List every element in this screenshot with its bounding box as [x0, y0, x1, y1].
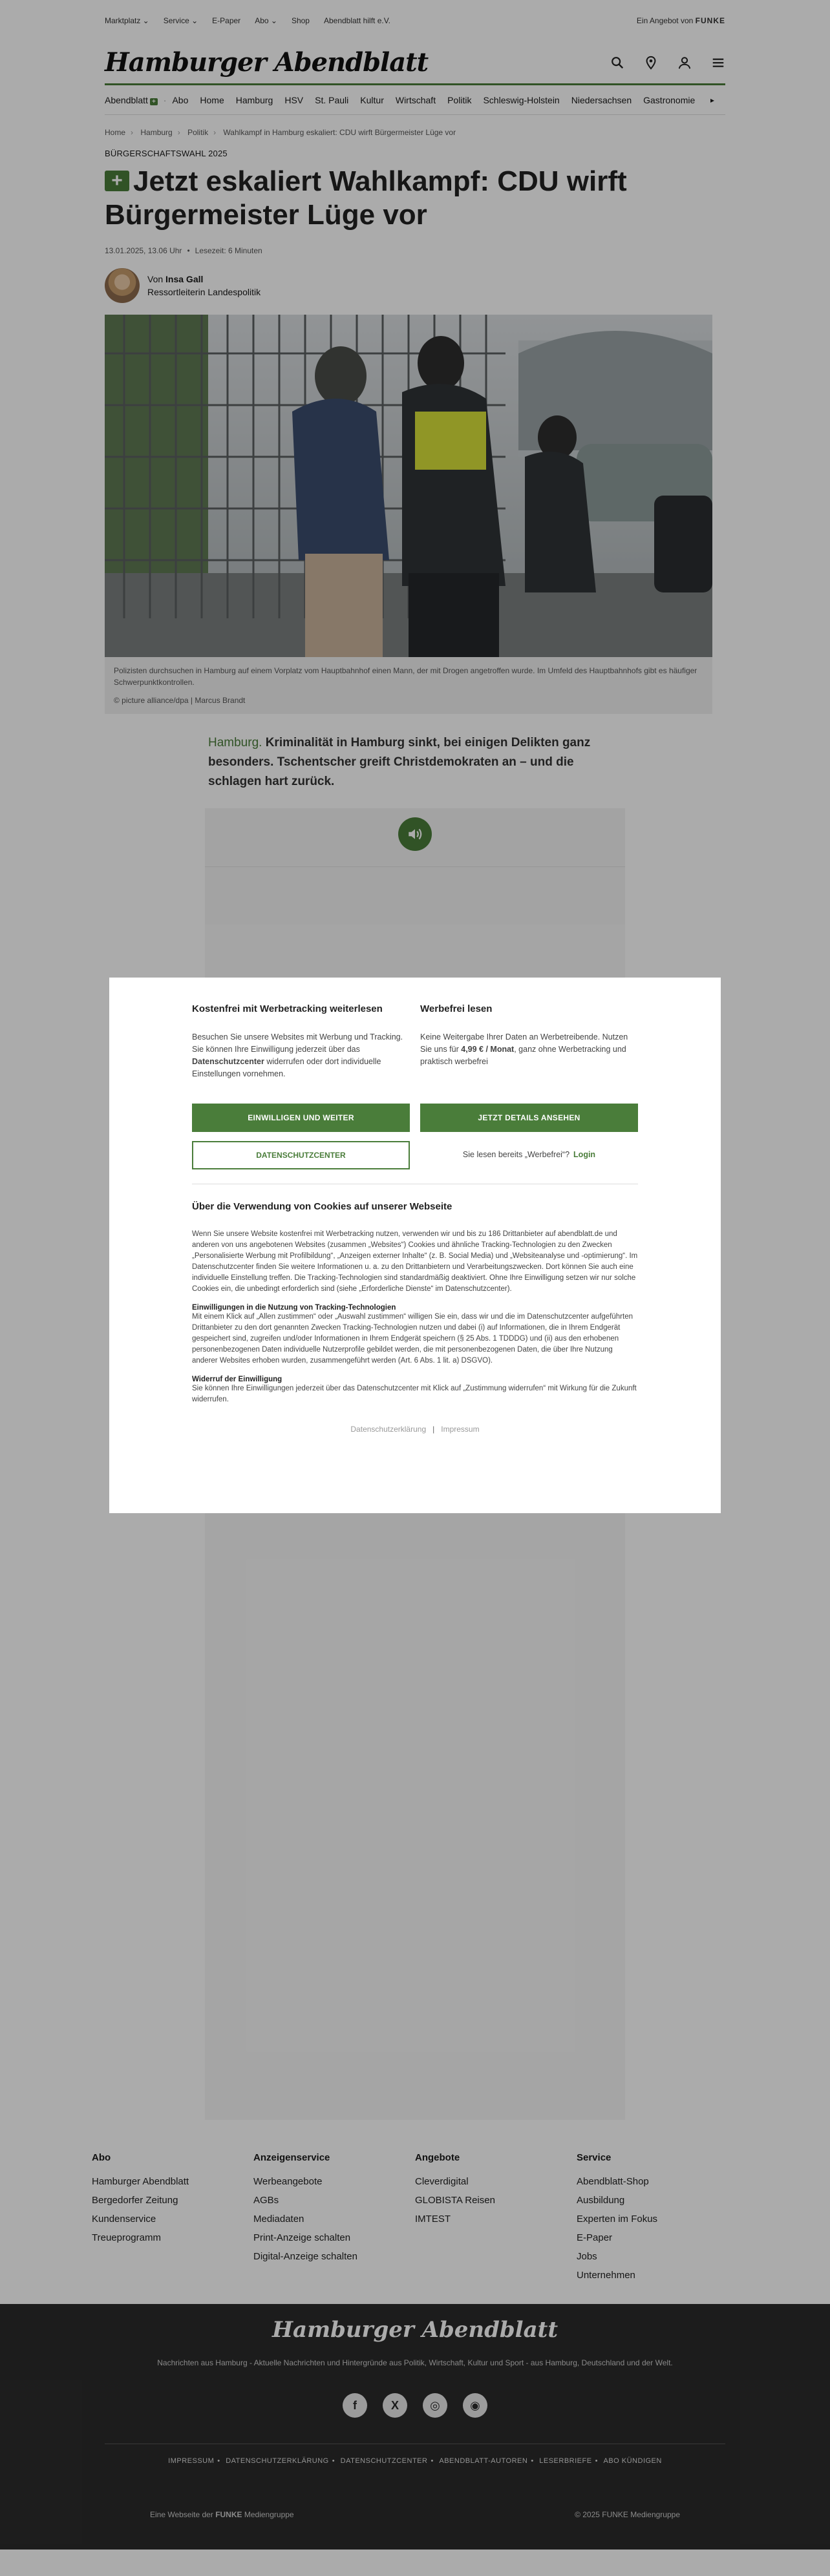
footer-heading: Service	[577, 2152, 612, 2163]
consent-dialog	[109, 978, 721, 1513]
nav-item-st-pauli[interactable]: St. Pauli	[315, 94, 349, 105]
utility-link-abo[interactable]: Abo ⌄	[255, 16, 277, 25]
footer-heading: Anzeigenservice	[253, 2152, 330, 2163]
privacy-policy-link[interactable]: Datenschutzerklärung	[350, 1425, 427, 1434]
utility-link-service[interactable]: Service ⌄	[163, 16, 198, 25]
privacy-center-button[interactable]: DATENSCHUTZCENTER	[192, 1141, 410, 1169]
footer-link[interactable]: IMTEST	[415, 2214, 451, 2225]
legal-link-datenschutzcenter[interactable]: DATENSCHUTZCENTER	[340, 2457, 428, 2465]
lead-location: Hamburg.	[208, 736, 262, 749]
nav-item-hamburg[interactable]: Hamburg	[235, 94, 273, 105]
footer-link[interactable]: Ausbildung	[577, 2195, 625, 2206]
tracking-consent-heading: Einwilligungen in die Nutzung von Tracking-Technologien	[192, 1304, 396, 1312]
breadcrumb-separator: ›	[213, 128, 217, 137]
footer-tagline: Nachrichten aus Hamburg - Aktuelle Nachrichten und Hintergründe aus Politik, Wirtschaft, Kultur und Sport - aus Hamburg, Deutschland und der Welt.	[157, 2358, 673, 2367]
footer-link[interactable]: Cleverdigital	[415, 2176, 469, 2187]
view-details-button[interactable]: JETZT DETAILS ANSEHEN	[420, 1104, 638, 1132]
imprint-link[interactable]: Impressum	[441, 1425, 480, 1434]
footer-link[interactable]: Digital-Anzeige schalten	[253, 2251, 357, 2262]
footer-link[interactable]: Jobs	[577, 2251, 597, 2262]
footer-logo[interactable]: Hamburger Abendblatt	[271, 2317, 559, 2343]
footer-link[interactable]: Unternehmen	[577, 2270, 635, 2281]
author-name[interactable]: Insa Gall	[165, 274, 204, 284]
meta-separator: •	[187, 246, 190, 255]
legal-link-datenschutzerklaerung[interactable]: DATENSCHUTZERKLÄRUNG	[226, 2457, 329, 2465]
nav-item-gastronomie[interactable]: Gastronomie	[643, 94, 696, 105]
breadcrumb-current: Wahlkampf in Hamburg eskaliert: CDU wirft Bürgermeister Lüge vor	[223, 128, 456, 137]
consent-tracking-text	[192, 1031, 410, 1080]
footer-owner-brand: FUNKE	[215, 2510, 242, 2519]
rss-icon[interactable]: ◉	[463, 2393, 487, 2418]
x-twitter-icon[interactable]: X	[383, 2393, 407, 2418]
image-credit: © picture alliance/dpa | Marcus Brandt	[114, 696, 246, 705]
legal-links: IMPRESSUM • DATENSCHUTZERKLÄRUNG • DATENSCHUTZCENTER • ABENDBLATT-AUTOREN • LESERBRIEFE • ABO KÜNDIGEN	[168, 2457, 662, 2465]
footer-link[interactable]: Hamburger Abendblatt	[92, 2176, 189, 2187]
cookie-usage-heading: Über die Verwendung von Cookies auf unserer Webseite	[192, 1201, 452, 1212]
breadcrumb-separator: ›	[177, 128, 180, 137]
consent-tracking-heading: Kostenfrei mit Werbetracking weiterlesen	[192, 1003, 383, 1014]
login-link[interactable]: Login	[573, 1150, 596, 1159]
legal-link-autoren[interactable]: ABENDBLATT-AUTOREN	[439, 2457, 528, 2465]
nav-item-label: Abendblatt	[105, 94, 148, 105]
footer-link[interactable]: Print-Anzeige schalten	[253, 2232, 351, 2243]
footer-link[interactable]: AGBs	[253, 2195, 279, 2206]
utility-link-epaper[interactable]: E-Paper	[212, 16, 241, 25]
breadcrumb-home[interactable]: Home	[105, 128, 126, 137]
instagram-icon[interactable]: ◎	[423, 2393, 447, 2418]
caption-text: Polizisten durchsuchen in Hamburg auf einem Vorplatz vom Hauptbahnhof einen Mann, der mit Drogen angetroffen wurde. Im Umfeld des Hauptbahnhofs gibt es häufiger Schwerpunktkontrollen.	[114, 666, 697, 687]
breadcrumb-politik[interactable]: Politik	[187, 128, 209, 137]
footer-heading: Abo	[92, 2152, 111, 2163]
utility-link-shop[interactable]: Shop	[291, 16, 310, 25]
author-role: Ressortleiterin Landespolitik	[147, 287, 261, 297]
legal-link-abo-kuendigen[interactable]: ABO KÜNDIGEN	[603, 2457, 662, 2465]
reading-time: Lesezeit: 6 Minuten	[195, 246, 262, 255]
facebook-icon[interactable]: f	[343, 2393, 367, 2418]
consent-adfree-text-2: , ganz ohne Werbetracking und praktisch werbefrei	[420, 1045, 626, 1066]
footer-link[interactable]: GLOBISTA Reisen	[415, 2195, 495, 2206]
author-prefix: Von	[147, 274, 164, 284]
footer-owner-suffix: Mediengruppe	[244, 2510, 294, 2519]
nav-item-abo[interactable]: Abo	[172, 94, 189, 105]
nav-item-politik[interactable]: Politik	[447, 94, 472, 105]
utility-link-marktplatz[interactable]: Marktplatz ⌄	[105, 16, 149, 25]
nav-scroll-right-icon[interactable]: ▸	[699, 85, 725, 115]
plus-badge: +	[150, 98, 158, 105]
footer-copyright: © 2025 FUNKE Mediengruppe	[575, 2510, 680, 2519]
revocation-text: Sie können Ihre Einwilligungen jederzeit über das Datenschutzcenter mit Klick auf „Zustimmung widerrufen“ mit Wirkung für die Zukunft widerrufen.	[192, 1385, 637, 1403]
article-title-text: Jetzt eskaliert Wahlkampf: CDU wirft Bürgermeister Lüge vor	[105, 165, 627, 231]
consent-adfree-heading: Werbefrei lesen	[420, 1003, 493, 1014]
link-separator: |	[432, 1425, 435, 1434]
footer-link[interactable]: Kundenservice	[92, 2214, 156, 2225]
footer-link[interactable]: Abendblatt-Shop	[577, 2176, 649, 2187]
cookie-usage-text: Wenn Sie unsere Website kostenfrei mit Werbetracking nutzen, verwenden wir und bis zu 186 Drittanbieter auf abendblatt.de und anderen von uns angebotenen Websites (zusammen „Websites“) Cookies und ähnliche Tracking-Technologien zu den Zwecken „Personalisierte Werbung mit Profilbildung“, „Anzeigen externer Inhalte“ (z. B. Social Media) und „Websiteanalyse und -optimierung“. Im Datenschutzcenter finden Sie weitere Informationen u. a. zu den Drittanbietern und Verarbeitungszwecken. Dort können Sie auch eine individuelle Einstellung treffen. Die Tracking-Technologien sind standardmäßig deaktiviert. Ohne Ihre Einwilligung setzen wir nur solche Cookies ein, die unbedingt erforderlich sind (siehe „Erforderliche Dienste“ im Datenschutzcenter).	[192, 1230, 638, 1293]
nav-item-niedersachsen[interactable]: Niedersachsen	[571, 94, 632, 105]
funke-prefix: Ein Angebot von	[636, 16, 694, 25]
nav-divider: ·	[163, 94, 167, 105]
consent-options	[192, 1003, 638, 1169]
already-subscribed-text: Sie lesen bereits „Werbefrei“?	[462, 1150, 570, 1159]
publish-date: 13.01.2025, 13.06 Uhr	[105, 246, 182, 255]
consent-option-tracking	[192, 1003, 410, 1169]
adfree-price: 4,99 € / Monat	[461, 1045, 515, 1054]
nav-item-kultur[interactable]: Kultur	[360, 94, 384, 105]
nav-item-wirtschaft[interactable]: Wirtschaft	[395, 94, 436, 105]
consent-tracking-text-1: Besuchen Sie unsere Websites mit Werbung und Tracking. Sie können Ihre Einwilligung jederzeit über das	[192, 1032, 403, 1054]
footer-link[interactable]: Bergedorfer Zeitung	[92, 2195, 178, 2206]
footer-link[interactable]: Werbeangebote	[253, 2176, 323, 2187]
legal-link-leserbriefe[interactable]: LESERBRIEFE	[539, 2457, 592, 2465]
nav-item-schleswig-holstein[interactable]: Schleswig-Holstein	[483, 94, 560, 105]
lead-text: Kriminalität in Hamburg sinkt, bei einigen Delikten ganz besonders. Tschentscher greift Christdemokraten an – und die schlagen hart zurück.	[208, 736, 591, 788]
article-kicker: BÜRGERSCHAFTSWAHL 2025	[105, 149, 228, 158]
funke-logo: FUNKE	[695, 16, 725, 25]
footer-heading: Angebote	[415, 2152, 460, 2163]
consent-footer-links	[192, 1425, 638, 1434]
nav-item-hsv[interactable]: HSV	[284, 94, 304, 105]
nav-item-home[interactable]: Home	[200, 94, 224, 105]
datenschutzcenter-link[interactable]: Datenschutzcenter	[192, 1057, 264, 1066]
consent-adfree-text-1: Keine Weitergabe Ihrer Daten an Werbetreibende. Nutzen Sie uns für	[420, 1032, 628, 1054]
footer-owner-prefix: Eine Webseite der	[150, 2510, 213, 2519]
accept-button[interactable]: EINWILLIGEN UND WEITER	[192, 1104, 410, 1132]
legal-link-impressum[interactable]: IMPRESSUM	[168, 2457, 215, 2465]
breadcrumb-separator: ›	[131, 128, 134, 137]
footer-link[interactable]: Experten im Fokus	[577, 2214, 658, 2225]
plus-article-icon: +	[105, 171, 129, 191]
site-logo[interactable]: Hamburger Abendblatt	[105, 47, 429, 78]
already-subscribed	[420, 1150, 638, 1159]
breadcrumb-hamburg[interactable]: Hamburg	[140, 128, 173, 137]
consent-adfree-text	[420, 1031, 638, 1068]
revocation-heading: Widerruf der Einwilligung	[192, 1376, 282, 1383]
footer-link[interactable]: Mediadaten	[253, 2214, 304, 2225]
tracking-consent-text: Mit einem Klick auf „Allen zustimmen“ oder „Auswahl zustimmen“ willigen Sie ein, dass wir und die im Datenschutzcenter aufgeführten Drittanbieter zu den dort genannten Zwecken Tracking-Technologien nutzen und dabei (i) auf Informationen, die in Ihrem Endgerät gespeichert sind, zugreifen und/oder Informationen in Ihrem Endgerät speichern (§ 25 Abs. 1 TDDDG) und (ii) aus den erhobenen personenbezogenen Daten individuelle Nutzerprofile gebildet werden, die mit personenbezogenen Daten, die über Ihre Nutzung anderer Websites erhoben wurden, zusammengeführt werden (Art. 6 Abs. 1 lit. a) DSGVO).	[192, 1313, 633, 1365]
consent-tracking-text-2: widerrufen oder dort individuelle Einstellungen vornehmen.	[192, 1057, 381, 1078]
footer-link[interactable]: Treueprogramm	[92, 2232, 161, 2243]
footer-link[interactable]: E-Paper	[577, 2232, 613, 2243]
utility-link-abendblatt-hilft[interactable]: Abendblatt hilft e.V.	[323, 16, 390, 25]
consent-option-adfree	[420, 1003, 638, 1169]
